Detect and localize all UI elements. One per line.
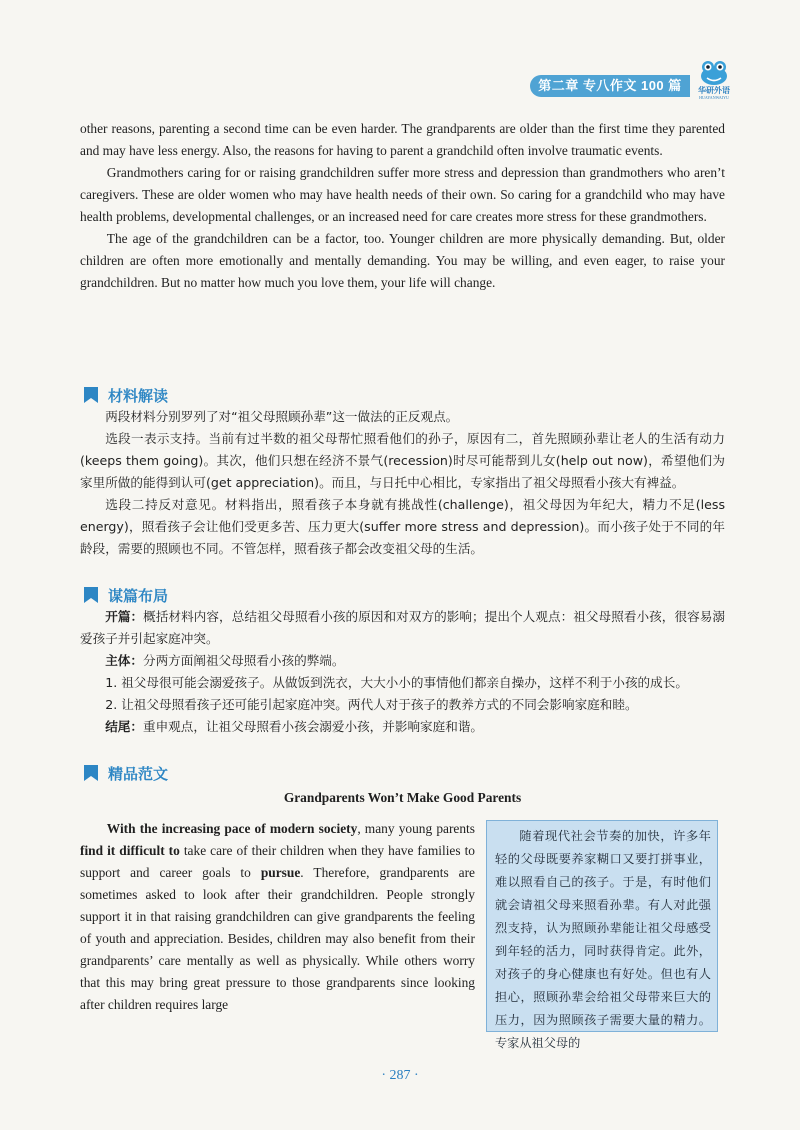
translation-box — [486, 820, 718, 1050]
essay-english — [80, 818, 475, 1016]
key-phrase: find it difficult to — [80, 843, 180, 858]
point-2: 2. 让祖父母照看孩子还可能引起家庭冲突。两代人对于孩子的教养方式的不同会影响家庭和睦。 — [105, 697, 638, 712]
bookmark-icon — [82, 386, 100, 404]
essay-paragraph — [80, 818, 475, 1016]
opening-label: 开篇： — [105, 609, 144, 624]
bookmark-icon — [82, 586, 100, 604]
body-line — [80, 650, 725, 672]
analysis-paragraph: 两段材料分别罗列了对“祖父母照顾孙辈”这一做法的正反观点。 — [105, 409, 459, 424]
section-title: 精品范文 — [108, 764, 169, 783]
section-heading-structure — [82, 584, 168, 606]
key-phrase: pursue — [260, 865, 301, 880]
passage-paragraph-1: other reasons, parenting a second time can be even harder. The grandparents are older than the first time they parented and may have less energy. Also, the reasons for having to parent a grandchild often involve traumatic events. — [80, 121, 725, 158]
section-title: 谋篇布局 — [108, 586, 169, 605]
opening-text: 概括材料内容，总结祖父母照看小孩的原因和对双方的影响；提出个人观点：祖父母照看小孩，很容易溺爱孩子并引起家庭冲突。 — [80, 609, 726, 646]
body-label: 主体： — [105, 653, 143, 668]
section-heading-analysis — [82, 384, 168, 406]
essay-text: take care of their children when they have families to support and career goals to — [80, 843, 475, 880]
structure-text — [80, 606, 725, 738]
chapter-tab: 第二章 专八作文 100 篇 — [530, 75, 690, 97]
key-phrase: With the increasing pace of modern society — [106, 821, 358, 836]
point-1: 1. 祖父母很可能会溺爱孩子。从做饭到洗衣，大大小小的事情他们都亲自操办，这样不利于小孩的成长。 — [105, 675, 688, 690]
section-title: 材料解读 — [108, 386, 169, 405]
analysis-paragraph: 选段二持反对意见。材料指出，照看孩子本身就有挑战性(challenge)，祖父母因为年纪大，精力不足(less energy)，照看孩子会让他们受更多苦、压力更大(suffer more stress and depression)。而小孩子处于不同的年龄段，需要的照顾也不同。不管怎样，照看孩子都会改变祖父母的生活。 — [80, 497, 725, 556]
section-heading-model-essay — [82, 762, 168, 784]
frog-logo-icon — [699, 60, 729, 86]
top-passage — [80, 118, 725, 294]
translation-text: 随着现代社会节奏的加快，许多年轻的父母既要养家糊口又要打拼事业，难以照看自己的孩子。于是，有时他们就会请祖父母来照看孙辈。有人对此强烈支持，认为照顾孙辈能让祖父母感受到年轻的活力，同时获得肯定。此外，对孩子的身心健康也有好处。但也有人担心，照顾孙辈会给祖父母带来巨大的压力，因为照顾孩子需要大量的精力。专家从祖父母的 — [495, 829, 711, 1050]
essay-text: . Therefore, grandparents are sometimes asked to look after their grandchildren. People strongly support it in that raising grandchildren can give grandparents the feeling of youth and appreciation. Besides, children may also benefit from their grandparents’ care mentally as well as physically. While others worry that this may bring great pressure to those grandparents since looking after children requires large — [80, 865, 476, 1012]
ending-line — [80, 716, 725, 738]
logo-text: 华研外语 — [698, 86, 730, 95]
analysis-paragraph: 选段一表示支持。当前有过半数的祖父母帮忙照看他们的孙子，原因有二，首先照顾孙辈让老人的生活有动力(keeps them going)。其次，他们只想在经济不景气(recession)时尽可能帮到儿女(help out now)，希望他们为家里所做的能得到认可(get appreciation)。而且，与日托中心相比，专家指出了祖父母照看小孩大有裨益。 — [80, 431, 725, 490]
essay-text: , many young parents — [357, 821, 475, 836]
bookmark-icon — [82, 764, 100, 782]
logo-subtext: HUAYANWAIYU — [699, 95, 729, 100]
passage-paragraph-2: Grandmothers caring for or raising grandchildren suffer more stress and depression than grandmothers who aren’t caregivers. These are older women who may have health needs of their own. So caring for a grandchild who may have health problems, developmental challenges, or an increased need for care creates more stress for these grandmothers. — [80, 165, 725, 224]
ending-text: 重申观点，让祖父母照看小孩会溺爱小孩，并影响家庭和谐。 — [142, 719, 483, 734]
analysis-text — [80, 406, 725, 560]
publisher-logo — [690, 60, 738, 106]
passage-paragraph-3: The age of the grandchildren can be a factor, too. Younger children are more physically demanding. But, older children are often more emotionally and mentally demanding. You may be willing, and even eager, to raise your grandchildren. But no matter how much you love them, your life will change. — [80, 231, 725, 290]
ending-label: 结尾： — [105, 719, 143, 734]
essay-title: Grandparents Won’t Make Good Parents — [283, 790, 522, 805]
page-number: · 287 · — [381, 1068, 419, 1083]
opening-line — [80, 606, 725, 650]
body-text: 分两方面阐祖父母照看小孩的弊端。 — [142, 653, 345, 668]
